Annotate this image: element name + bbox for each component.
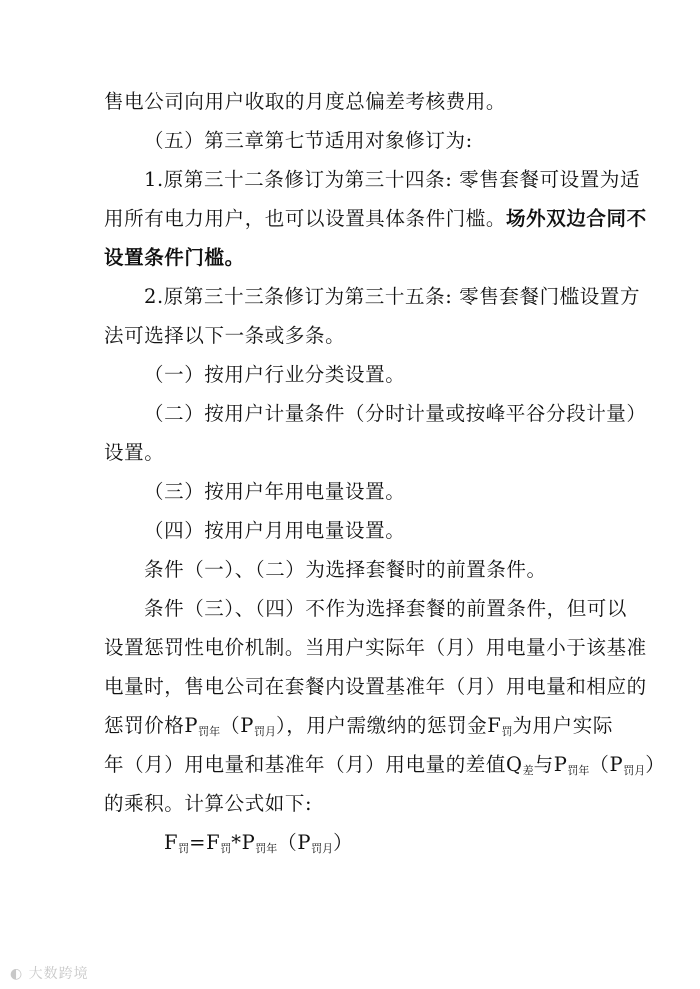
text-span: （P <box>589 753 624 776</box>
list-item-3: （三）按用户年用电量设置。 <box>144 480 406 503</box>
text-line-5-bold: 设置条件门槛。 <box>104 246 245 269</box>
subscript: 罚月 <box>311 842 334 855</box>
text-line-4 <box>104 205 647 233</box>
text-line-3: 1.原第三十二条修订为第三十四条: 零售套餐可设置为适 <box>144 168 641 191</box>
text-line-penalty-5: 的乘积。计算公式如下: <box>104 792 313 815</box>
text-line-conditions-a: 条件（一）、（二）为选择套餐时的前置条件。 <box>144 558 547 581</box>
text-span: 为用户实际 <box>512 714 613 737</box>
text-line-7: 法可选择以下一条或多条。 <box>104 324 346 347</box>
subscript: 罚 <box>220 842 232 855</box>
text-line-penalty-3 <box>104 712 613 746</box>
text-span: ） <box>645 753 666 776</box>
formula <box>164 829 353 863</box>
watermark-text: 大数跨境 <box>28 966 89 982</box>
formula-part: =F <box>189 831 221 854</box>
weibo-logo-icon: ◐ <box>10 966 24 982</box>
text-span: ），用户需缴纳的惩罚金F <box>275 714 502 737</box>
list-item-2: （二）按用户计量条件（分时计量或按峰平谷分段计量） <box>144 402 647 425</box>
subscript: 差 <box>522 764 534 777</box>
formula-part: F <box>164 831 179 854</box>
text-line-6: 2.原第三十三条修订为第三十五条: 零售套餐门槛设置方 <box>144 285 641 308</box>
text-span: 年（月）用电量和基准年（月）用电量的差值Q <box>104 753 523 776</box>
text-line-1: 售电公司向用户收取的月度总偏差考核费用。 <box>104 90 507 113</box>
list-item-2-cont: 设置。 <box>104 441 165 464</box>
watermark <box>10 963 89 983</box>
text-line-penalty-1: 设置惩罚性电价机制。当用户实际年（月）用电量小于该基准 <box>104 636 647 659</box>
subscript: 罚月 <box>253 725 276 738</box>
subscript: 罚 <box>178 842 190 855</box>
formula-part: *P <box>231 831 256 854</box>
section-heading: （五）第三章第七节适用对象修订为: <box>144 129 473 152</box>
text-line-penalty-2: 电量时，售电公司在套餐内设置基准年（月）用电量和相应的 <box>104 675 647 698</box>
list-item-4: （四）按用户月用电量设置。 <box>144 519 406 542</box>
subscript: 罚月 <box>623 764 646 777</box>
subscript: 罚年 <box>255 842 278 855</box>
text-span: 与P <box>533 753 568 776</box>
subscript: 罚 <box>501 725 513 738</box>
formula-part: ） <box>333 831 354 854</box>
text-span: （P <box>220 714 254 737</box>
text-span: 惩罚价格P <box>104 714 199 737</box>
subscript: 罚年 <box>567 764 590 777</box>
text-line-penalty-4 <box>104 751 665 785</box>
list-item-1: （一）按用户行业分类设置。 <box>144 363 406 386</box>
text-line-4-bold: 场外双边合同不 <box>506 207 647 230</box>
subscript: 罚年 <box>198 725 221 738</box>
text-line-conditions-b: 条件（三）、（四）不作为选择套餐的前置条件，但可以 <box>144 597 628 620</box>
formula-part: （P <box>277 831 312 854</box>
text-line-4-normal: 用所有电力用户，也可以设置具体条件门槛。 <box>104 207 507 230</box>
